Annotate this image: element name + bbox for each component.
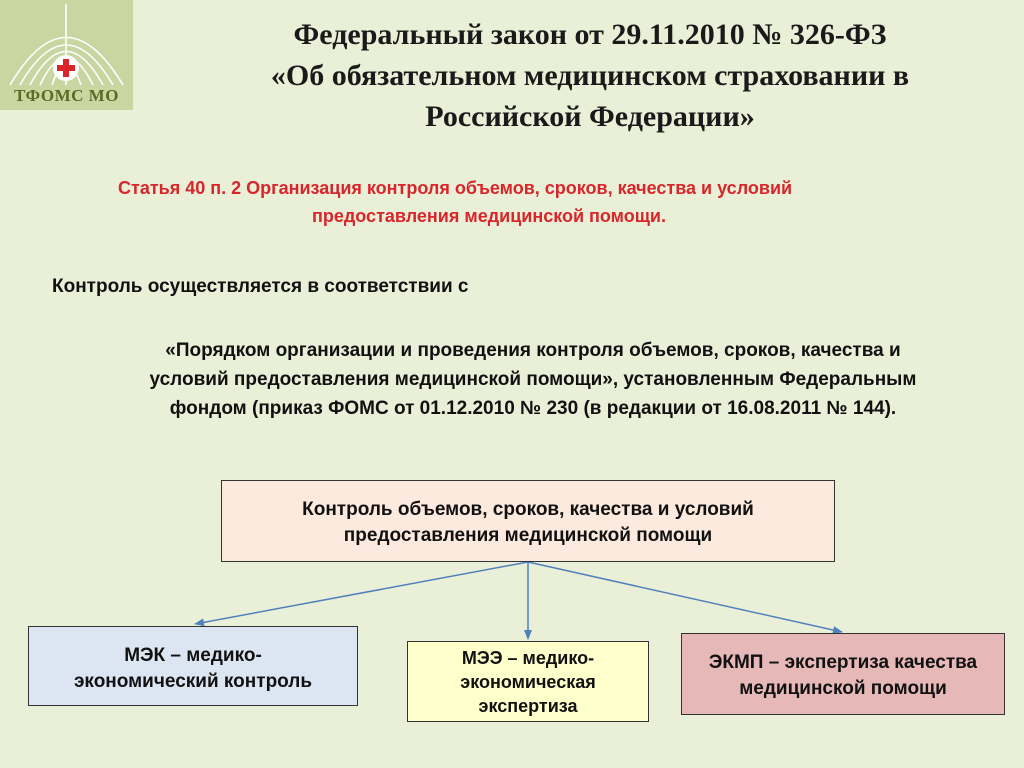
arrow-to-ekmp xyxy=(528,562,842,632)
title-line-2: «Об обязательном медицинском страховании в xyxy=(270,59,910,92)
article-line-2: предоставления медицинской помощи. xyxy=(312,206,666,226)
title-line-1: Федеральный закон от 29.11.2010 № 326-ФЗ xyxy=(293,18,887,51)
ekmp-line-1: ЭКМП – экспертиза качества xyxy=(708,652,978,673)
main-box-line-1: Контроль объемов, сроков, качества и условий xyxy=(302,499,754,520)
ekmp-line-2: медицинской помощи xyxy=(739,678,947,699)
mee-line-3: экспертиза xyxy=(478,696,578,716)
order-line-3: фондом (приказ ФОМС от 01.12.2010 № 230 (в редакции от 16.08.2011 № 144). xyxy=(169,398,897,419)
article-line-1: Статья 40 п. 2 Организация контроля объемов, сроков, качества и условий xyxy=(118,178,793,198)
mee-line-2: экономическая xyxy=(460,672,596,692)
mee-box xyxy=(407,641,649,722)
logo-text: ТФОМС МО xyxy=(14,86,119,105)
arrow-to-mek xyxy=(195,562,528,624)
control-main-box xyxy=(221,480,835,562)
order-line-1: «Порядком организации и проведения контроля объемов, сроков, качества и xyxy=(165,340,901,361)
ekmp-box xyxy=(681,633,1005,715)
order-line-2: условий предоставления медицинской помощи», установленным Федеральным xyxy=(149,369,917,390)
mek-line-2: экономический контроль xyxy=(73,671,313,692)
control-text: Контроль осуществляется в соответствии с xyxy=(52,276,469,297)
main-box-line-2: предоставления медицинской помощи xyxy=(343,525,713,546)
mee-line-1: МЭЭ – медико- xyxy=(461,648,595,668)
mek-box xyxy=(28,626,358,706)
mek-line-1: МЭК – медико- xyxy=(124,645,262,666)
title-line-3: Российской Федерации» xyxy=(425,100,755,133)
